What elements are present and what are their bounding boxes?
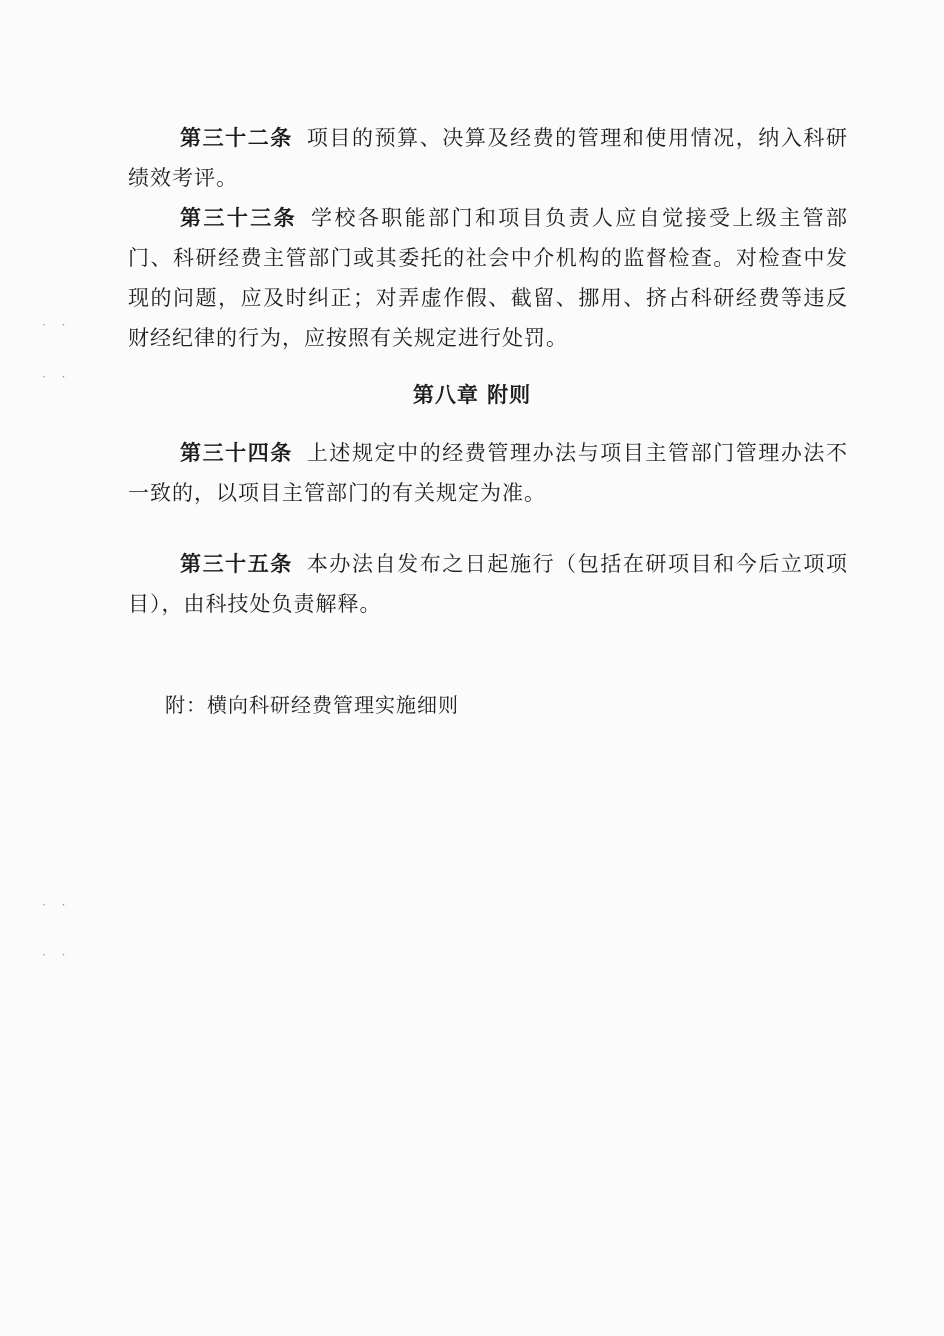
binding-hole-marks: · · bbox=[42, 370, 72, 384]
article-35 bbox=[128, 544, 848, 624]
article-label: 第三十四条 bbox=[180, 440, 293, 465]
article-text: 本办法自发布之日起施行（包括在研项目和今后立项项目），由科技处负责解释。 bbox=[128, 552, 849, 616]
binding-hole-marks: · · bbox=[42, 898, 72, 912]
article-label: 第三十二条 bbox=[180, 125, 293, 150]
article-32 bbox=[128, 118, 848, 198]
article-label: 第三十五条 bbox=[180, 551, 293, 576]
binding-hole-marks: · · bbox=[42, 318, 72, 332]
article-text: 学校各职能部门和项目负责人应自觉接受上级主管部门、科研经费主管部门或其委托的社会中介机构的监督检查。对检查中发现的问题，应及时纠正；对弄虚作假、截留、挪用、挤占科研经费等违反财经纪律的行为，应按照有关规定进行处罚。 bbox=[128, 206, 849, 350]
article-label: 第三十三条 bbox=[180, 205, 298, 230]
chapter-heading: 第八章 附则 bbox=[412, 382, 532, 407]
attachment-note: 附：横向科研经费管理实施细则 bbox=[165, 693, 459, 717]
article-34 bbox=[128, 433, 848, 513]
binding-hole-marks: · · bbox=[42, 948, 72, 962]
article-text: 项目的预算、决算及经费的管理和使用情况，纳入科研绩效考评。 bbox=[128, 126, 849, 190]
article-text: 上述规定中的经费管理办法与项目主管部门管理办法不一致的，以项目主管部门的有关规定为准。 bbox=[128, 441, 849, 505]
article-33 bbox=[128, 198, 848, 358]
